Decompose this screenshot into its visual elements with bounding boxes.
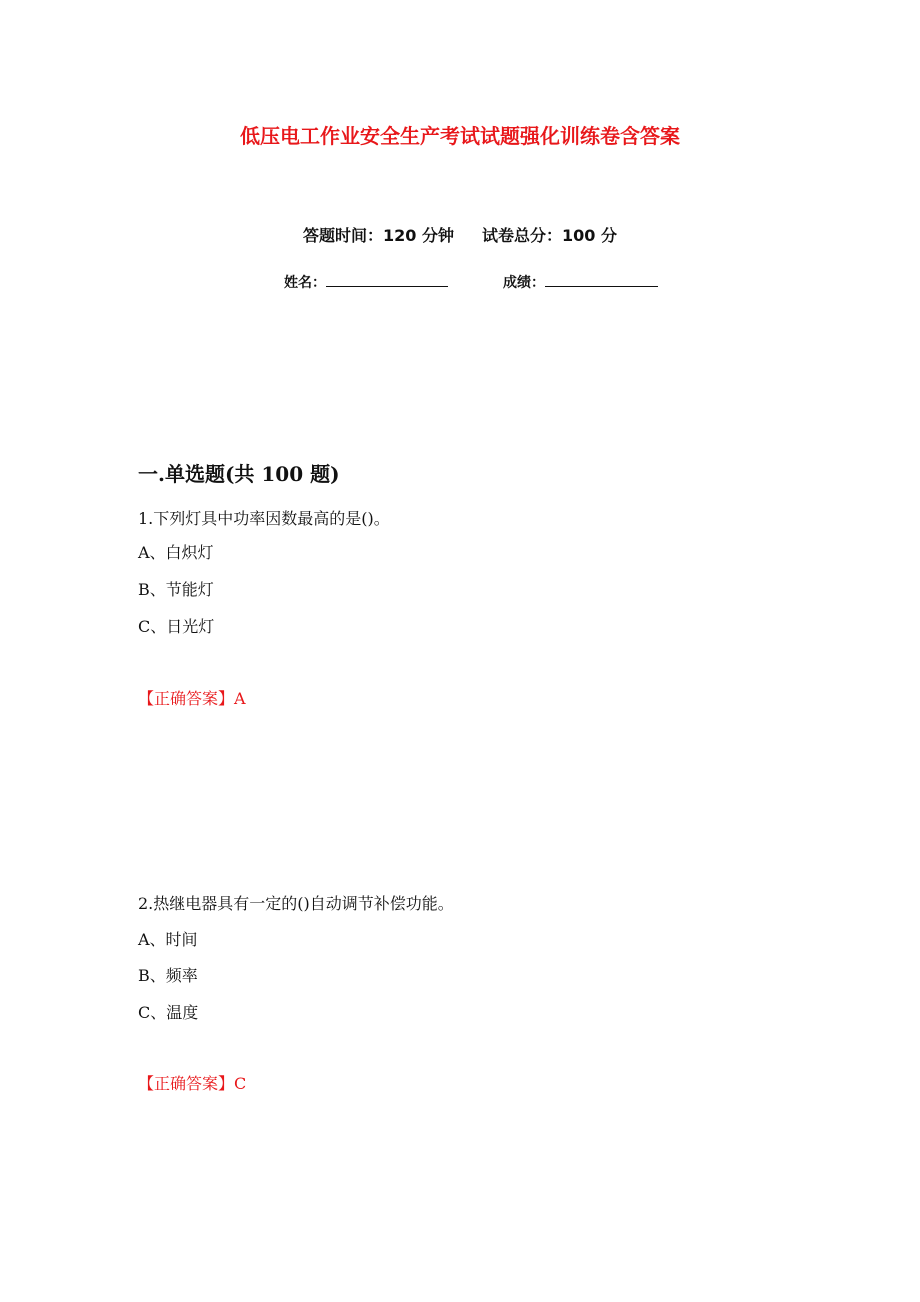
option-a: A、时间 (138, 930, 198, 949)
score-label: 成绩： (503, 275, 545, 291)
exam-meta (0, 223, 920, 246)
question-stem: 1.下列灯具中功率因数最高的是()。 (138, 509, 390, 528)
name-label: 姓名： (284, 275, 326, 291)
score-field (503, 272, 658, 292)
name-field (284, 272, 448, 292)
option-b: B、节能灯 (138, 580, 214, 599)
option-c: C、日光灯 (138, 617, 215, 636)
correct-answer: 【正确答案】A (138, 689, 246, 708)
question-stem: 2.热继电器具有一定的()自动调节补偿功能。 (138, 894, 454, 913)
score-blank-line (545, 272, 658, 287)
section-heading: 一.单选题(共 100 题) (138, 462, 340, 486)
option-b: B、频率 (138, 966, 198, 985)
total-score: 试卷总分：100 分 (482, 226, 617, 245)
option-a: A、白炽灯 (138, 543, 214, 562)
document-title: 低压电工作业安全生产考试试题强化训练卷含答案 (240, 124, 680, 148)
correct-answer: 【正确答案】C (138, 1074, 247, 1093)
option-c: C、温度 (138, 1003, 199, 1022)
name-blank-line (326, 272, 448, 287)
exam-time: 答题时间：120 分钟 (303, 226, 454, 245)
